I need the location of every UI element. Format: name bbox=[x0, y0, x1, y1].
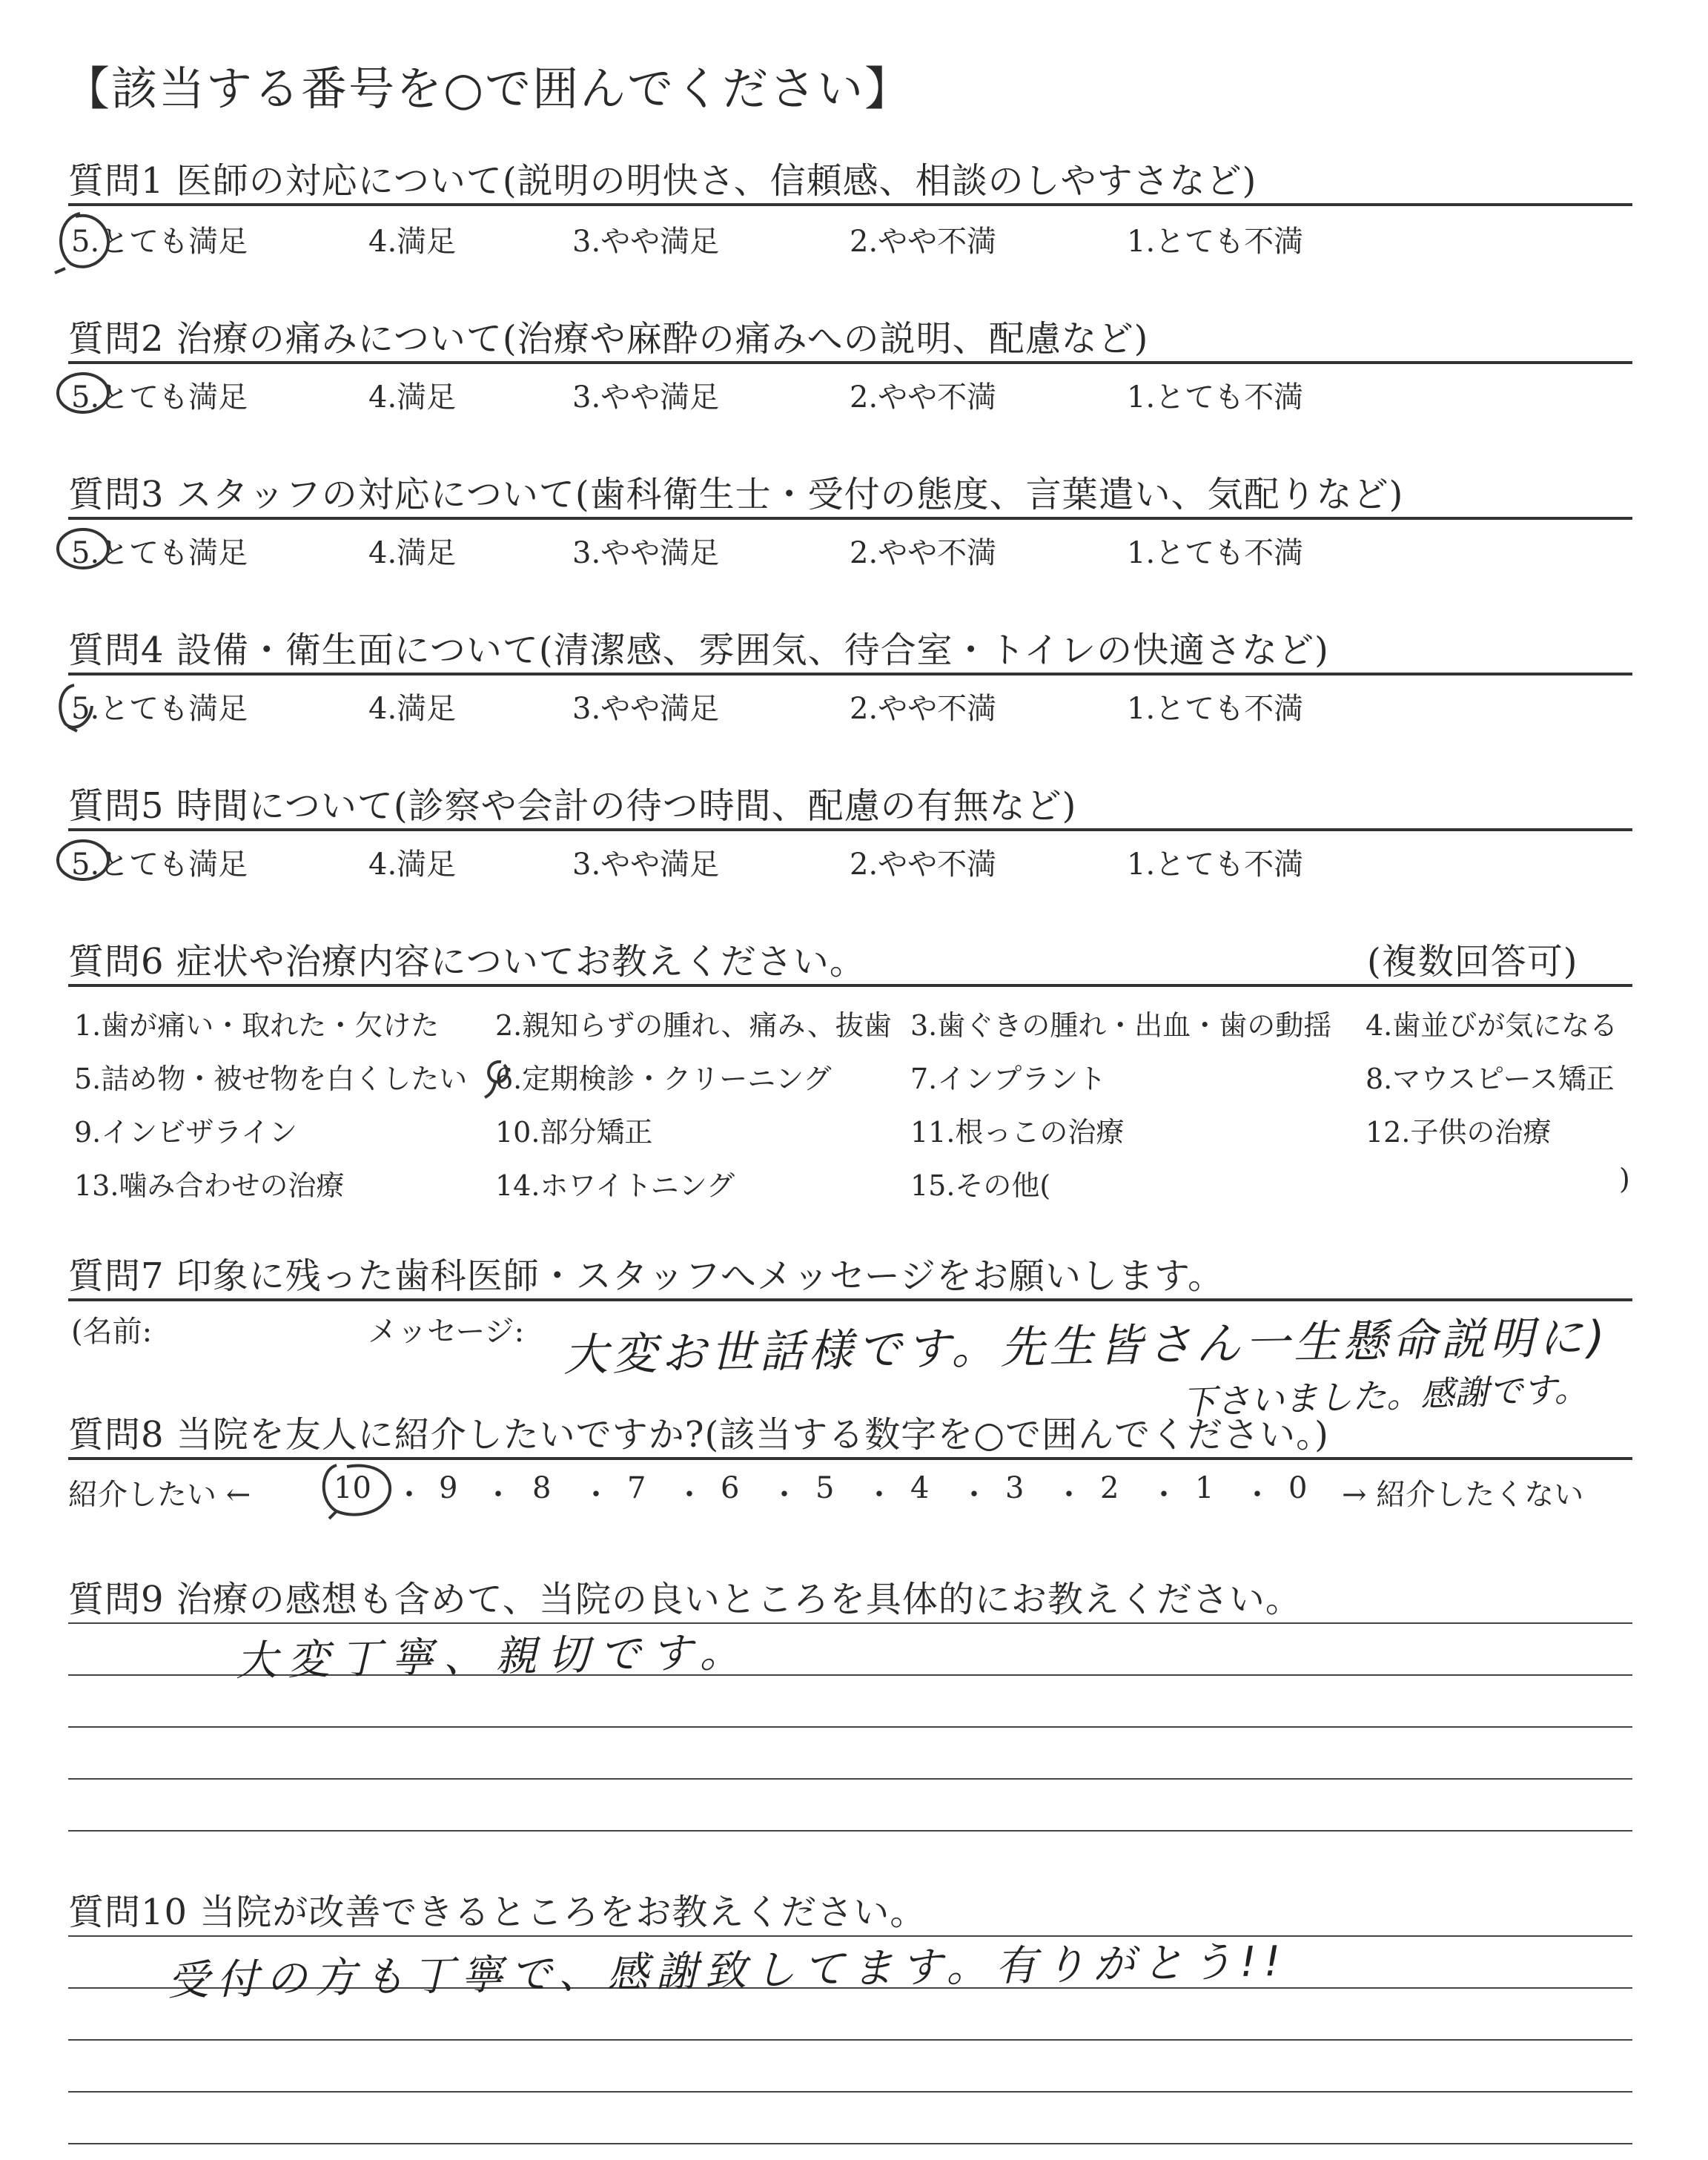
symptom-item[interactable]: 4.歯並びが気になる bbox=[1366, 1009, 1618, 1042]
name-label: (名前: bbox=[71, 1315, 153, 1349]
scale-separator: ・ bbox=[394, 1478, 424, 1512]
scale-right-label: → 紹介したくない bbox=[1342, 1478, 1584, 1512]
handwritten-good-points: 大変丁寧、親切です。 bbox=[235, 1628, 752, 1686]
option-very-dissatisfied[interactable]: 1.とても不満 bbox=[1127, 848, 1304, 882]
option-somewhat-satisfied[interactable]: 3.やや満足 bbox=[572, 692, 720, 726]
scale-value-4[interactable]: 4 bbox=[910, 1471, 930, 1505]
scale-value-9[interactable]: 9 bbox=[439, 1471, 458, 1505]
answer-line bbox=[68, 2039, 1632, 2041]
scale-left-label: 紹介したい ← bbox=[68, 1478, 251, 1512]
scale-value-1[interactable]: 1 bbox=[1195, 1471, 1214, 1505]
divider bbox=[68, 1457, 1632, 1460]
symptom-item[interactable]: 15.その他( bbox=[910, 1169, 1051, 1202]
symptom-item[interactable]: 2.親知らずの腫れ、痛み、抜歯 bbox=[495, 1009, 892, 1042]
question-5-title: 質問5 時間について(診察や会計の待つ時間、配慮の有無など) bbox=[68, 785, 1077, 827]
divider bbox=[68, 673, 1632, 676]
option-somewhat-satisfied[interactable]: 3.やや満足 bbox=[572, 225, 720, 259]
handwritten-message-line-2: 下さいました。感謝です。 bbox=[1181, 1368, 1589, 1423]
symptom-item[interactable]: 1.歯が痛い・取れた・欠けた bbox=[74, 1009, 440, 1042]
scale-separator: ・ bbox=[581, 1478, 611, 1512]
scale-separator: ・ bbox=[864, 1478, 894, 1512]
page-header: 【該当する番号を○で囲んでください】 bbox=[64, 62, 913, 116]
scale-value-6[interactable]: 6 bbox=[721, 1471, 740, 1505]
option-satisfied[interactable]: 4.満足 bbox=[368, 848, 457, 882]
selection-circle-mark bbox=[52, 681, 104, 734]
handwritten-improvements: 受付の方も丁寧で、感謝致してます。有りがとう!! bbox=[167, 1937, 1288, 2006]
divider bbox=[68, 361, 1632, 364]
selection-check-mark bbox=[474, 1056, 519, 1100]
option-somewhat-satisfied[interactable]: 3.やや満足 bbox=[572, 848, 720, 882]
answer-line bbox=[68, 1778, 1632, 1780]
option-very-satisfied[interactable]: 5.とても満足 bbox=[71, 692, 248, 726]
question-9-title: 質問9 治療の感想も含めて、当院の良いところを具体的にお教えください。 bbox=[68, 1579, 1302, 1620]
symptom-item[interactable]: 5.詰め物・被せ物を白くしたい bbox=[74, 1063, 468, 1095]
selection-circle-mark bbox=[53, 838, 113, 885]
option-satisfied[interactable]: 4.満足 bbox=[368, 225, 457, 259]
selection-circle-mark bbox=[50, 208, 117, 274]
answer-line bbox=[68, 1622, 1632, 1624]
divider bbox=[68, 984, 1632, 987]
symptom-item[interactable]: 14.ホワイトニング bbox=[495, 1169, 735, 1202]
scale-value-8[interactable]: 8 bbox=[532, 1471, 552, 1505]
option-very-dissatisfied[interactable]: 1.とても不満 bbox=[1127, 380, 1304, 415]
option-very-satisfied[interactable]: 5.とても満足 bbox=[71, 225, 248, 259]
symptom-item[interactable]: 9.インビザライン bbox=[74, 1116, 298, 1149]
option-somewhat-satisfied[interactable]: 3.やや満足 bbox=[572, 380, 720, 415]
question-10-title: 質問10 当院が改善できるところをお教えください。 bbox=[68, 1892, 927, 1933]
scale-value-5[interactable]: 5 bbox=[815, 1471, 835, 1505]
scale-value-10[interactable]: 10 bbox=[334, 1471, 371, 1505]
option-satisfied[interactable]: 4.満足 bbox=[368, 380, 457, 415]
question-2-title: 質問2 治療の痛みについて(治療や麻酔の痛みへの説明、配慮など) bbox=[68, 318, 1149, 360]
scale-separator: ・ bbox=[483, 1478, 513, 1512]
option-satisfied[interactable]: 4.満足 bbox=[368, 692, 457, 726]
symptom-item[interactable]: 10.部分矯正 bbox=[495, 1116, 653, 1149]
option-somewhat-dissatisfied[interactable]: 2.やや不満 bbox=[850, 225, 997, 259]
handwritten-message-line-1: 大変お世話様です。先生皆さん一生懸命説明に) bbox=[563, 1311, 1610, 1382]
answer-line bbox=[68, 2143, 1632, 2144]
selection-circle-mark bbox=[53, 371, 113, 418]
question-7-title: 質問7 印象に残った歯科医師・スタッフへメッセージをお願いします。 bbox=[68, 1255, 1225, 1297]
scale-value-0[interactable]: 0 bbox=[1288, 1471, 1308, 1505]
option-somewhat-dissatisfied[interactable]: 2.やや不満 bbox=[850, 848, 997, 882]
question-3-title: 質問3 スタッフの対応について(歯科衛生士・受付の態度、言葉遣い、気配りなど) bbox=[68, 474, 1404, 515]
question-1-title: 質問1 医師の対応について(説明の明快さ、信頼感、相談のしやすさなど) bbox=[68, 160, 1257, 202]
option-satisfied[interactable]: 4.満足 bbox=[368, 536, 457, 570]
scale-value-2[interactable]: 2 bbox=[1100, 1471, 1119, 1505]
question-4-title: 質問4 設備・衛生面について(清潔感、雰囲気、待合室・トイレの快適さなど) bbox=[68, 630, 1329, 671]
answer-line bbox=[68, 1830, 1632, 1832]
scale-separator: ・ bbox=[769, 1478, 799, 1512]
symptom-item[interactable]: 11.根っこの治療 bbox=[910, 1116, 1125, 1149]
answer-line bbox=[68, 1726, 1632, 1728]
question-6-title: 質問6 症状や治療内容についてお教えください。 bbox=[68, 941, 866, 982]
option-very-dissatisfied[interactable]: 1.とても不満 bbox=[1127, 225, 1304, 259]
divider bbox=[68, 1298, 1632, 1301]
other-close-paren: ) bbox=[1619, 1163, 1630, 1195]
scale-separator: ・ bbox=[675, 1478, 704, 1512]
option-somewhat-satisfied[interactable]: 3.やや満足 bbox=[572, 536, 720, 570]
symptom-item[interactable]: 12.子供の治療 bbox=[1366, 1116, 1552, 1149]
scale-separator: ・ bbox=[959, 1478, 989, 1512]
option-very-dissatisfied[interactable]: 1.とても不満 bbox=[1127, 692, 1304, 726]
divider bbox=[68, 828, 1632, 831]
divider bbox=[68, 517, 1632, 520]
selection-circle-mark bbox=[314, 1459, 396, 1522]
selection-circle-mark bbox=[53, 526, 113, 574]
option-somewhat-dissatisfied[interactable]: 2.やや不満 bbox=[850, 692, 997, 726]
scale-value-3[interactable]: 3 bbox=[1005, 1471, 1025, 1505]
scale-separator: ・ bbox=[1054, 1478, 1084, 1512]
scale-separator: ・ bbox=[1242, 1478, 1272, 1512]
option-very-satisfied[interactable]: 5.とても満足 bbox=[71, 536, 248, 570]
option-very-satisfied[interactable]: 5.とても満足 bbox=[71, 380, 248, 415]
scale-separator: ・ bbox=[1149, 1478, 1179, 1512]
multiple-answer-note: (複数回答可) bbox=[1367, 941, 1578, 982]
divider bbox=[68, 203, 1632, 206]
symptom-item[interactable]: 8.マウスピース矯正 bbox=[1366, 1063, 1615, 1095]
symptom-item[interactable]: 7.インプラント bbox=[910, 1063, 1107, 1095]
scale-value-7[interactable]: 7 bbox=[627, 1471, 646, 1505]
option-very-dissatisfied[interactable]: 1.とても不満 bbox=[1127, 536, 1304, 570]
symptom-item[interactable]: 6.定期検診・クリーニング bbox=[495, 1063, 832, 1095]
answer-line bbox=[68, 2091, 1632, 2093]
option-somewhat-dissatisfied[interactable]: 2.やや不満 bbox=[850, 380, 997, 415]
symptom-item[interactable]: 3.歯ぐきの腫れ・出血・歯の動揺 bbox=[910, 1009, 1332, 1042]
option-very-satisfied[interactable]: 5.とても満足 bbox=[71, 848, 248, 882]
question-8-title: 質問8 当院を友人に紹介したいですか?(該当する数字を○で囲んでください。) bbox=[68, 1414, 1329, 1456]
option-somewhat-dissatisfied[interactable]: 2.やや不満 bbox=[850, 536, 997, 570]
message-label: メッセージ: bbox=[368, 1315, 525, 1349]
symptom-item[interactable]: 13.噛み合わせの治療 bbox=[74, 1169, 345, 1202]
